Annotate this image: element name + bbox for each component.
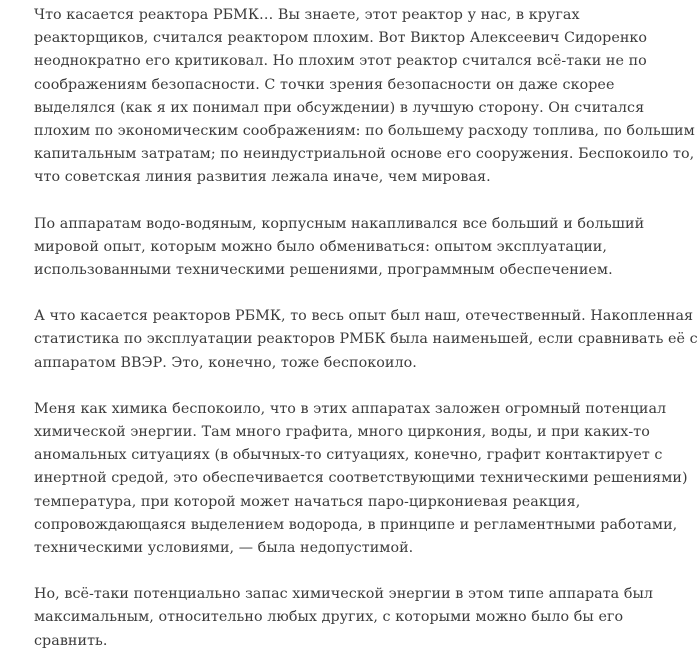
paragraph-rbmk-experience: А что касается реакторов РБМК, то весь опыт был наш, отечественный. Накопленная статистика по эксплуатации реакторов РМБК была наименьшей, если сравнивать её с аппаратом ВВЭР. Это, конечно, тоже беспокоило. [34, 308, 698, 371]
paragraph-rbmk-intro: Что касается реактора РБМК… Вы знаете, этот реактор у нас, в кругах реакторщиков, считался реактором плохим. Вот Виктор Алексеевич Сидоренко неоднократно его критиковал. Но плохим этот реактор считался всё-таки не по соображениям безопасности. С точки зрения безопасности он даже скорее выделялся (как я их понимал при обсуждении) в лучшую сторону. Он считался плохим по экономическим соображениям: по большему расходу топлива, по большим капитальным затратам; по неиндустриальной основе его сооружения. Беспокоило то, что советская линия развития лежала иначе, чем мировая. [34, 7, 695, 186]
paragraph-conclusion: Но, всё-таки потенциально запас химической энергии в этом типе аппарата был максимальным, относительно любых других, с которыми можно было бы его сравнить. [34, 586, 654, 649]
paragraph-vvr-experience: По аппаратам водо-водяным, корпусным накапливался все больший и больший мировой опыт, которым можно было обмениваться: опытом эксплуатации, использованными техническими решениями, программным обеспечением. [34, 215, 645, 279]
article-body [34, 4, 698, 653]
paragraph-chemical-energy: Меня как химика беспокоило, что в этих аппаратах заложен огромный потенциал химической энергии. Там много графита, много циркония, воды, и при каких-то аномальных ситуациях (в обычных-то ситуациях, конечно, графит контактирует с инертной средой, это обеспечивается соответствующими техническими решениями) температура, при которой может начаться паро-циркониевая реакция, сопровождающаяся выделением водорода, в принципе и регламентными работами, техническими условиями, — была недопустимой. [34, 400, 688, 557]
